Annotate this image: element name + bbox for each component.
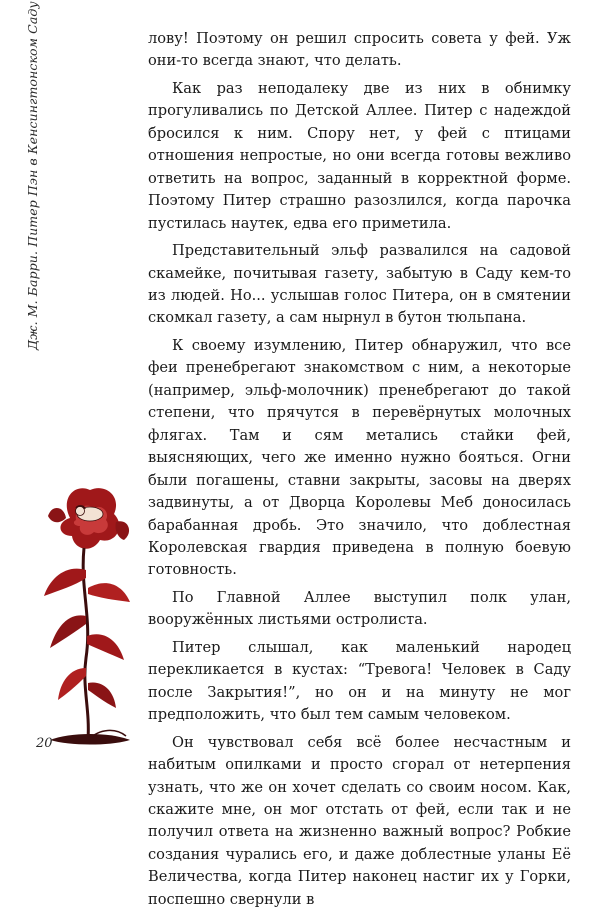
paragraph: лову! Поэтому он решил спросить совета у фей. Уж они-то всегда знают, что делать. [148, 30, 571, 70]
running-head [24, 1, 42, 350]
paragraph: К своему изумлению, Питер обнаружил, что все феи пренебрегают знакомством с ним, а некоторые (например, эльф-молочник) пренебрегают до такой степени, что прячутся в перевёрнутых молочных флягах. Там и сям метались стайки фей, выясняющих, чего же именно нужно бояться. Огни были погашены, ставни закрыты, засовы на дверях задвинуты, а от Дворца Королевы Меб доносилась барабанная дробь. Это значило, что доблестная Королевская гвардия приведена в полную боевую готовность. [148, 336, 571, 579]
body-text [148, 28, 571, 916]
leaves [44, 569, 130, 708]
page-number: 20 [36, 736, 53, 751]
paragraph: Представительный эльф развалился на садовой скамейке, почитывая газету, забытую в Саду кем-то из людей. Но... услышав голос Питера, он в смятении скомкал газету, а сам нырнул в бутон тюльпана. [148, 242, 571, 327]
paragraph: Как раз неподалеку две из них в обнимку прогуливались по Детской Аллее. Питер с надеждой бросился к ним. Спору нет, у фей с птицами отношения непростые, но они всегда готовы вежливо ответить на вопрос, заданный в корректной форме. Поэтому Питер страшно разозлился, когда парочка пустилась наутек, едва его приметила. [148, 79, 571, 232]
paragraph: Питер слышал, как маленький народец перекликается в кустах: “Тревога! Человек в Саду после Закрытия!”, но он и на минуту не мог предположить, что был тем самым человеком. [148, 638, 571, 724]
flower-head [48, 488, 129, 549]
paragraph: По Главной Аллее выступил полк улан, вооружённых листьями остролиста. [148, 588, 571, 629]
running-head-text: Дж. М. Барри. Питер Пэн в Кенсингтонском Саду [25, 1, 40, 350]
rose-fairy-illustration-icon [30, 478, 140, 758]
paragraph: Он чувствовал себя всё более несчастным и набитым опилками и просто сгорал от нетерпения узнать, что же он хочет сделать со своим носом. Как, скажите мне, он мог отстать от фей, если так и не получил ответа на жизненно важный вопрос? Робкие создания чурались его, и даже доблестные уланы Её Величества, когда Питер наконец настиг их у Горки, поспешно свернули в [148, 733, 571, 908]
